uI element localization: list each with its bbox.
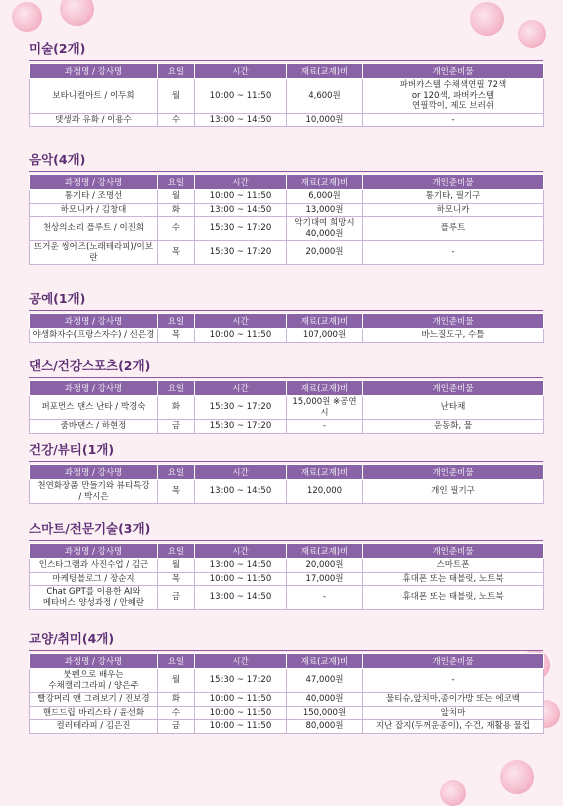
supplies-cell: 앞치마	[363, 706, 544, 720]
column-header: 개인준비물	[363, 381, 544, 396]
section-smart-tech	[29, 520, 543, 610]
supplies-cell: 물티슈,앞치마,종이가방 또는 에코백	[363, 693, 544, 707]
table-row	[30, 706, 544, 720]
course-instructor-cell: 줌바댄스 / 하현정	[30, 420, 158, 434]
table-row	[30, 79, 544, 114]
time-cell: 15:30 ~ 17:20	[195, 420, 287, 434]
table-header-row	[30, 465, 544, 480]
section-title: 음악(4개)	[29, 152, 86, 167]
day-cell: 금	[158, 720, 195, 734]
day-cell: 목	[158, 480, 195, 504]
course-table	[29, 313, 544, 343]
fee-cell: -	[287, 586, 363, 610]
course-instructor-cell: 보타니컬아트 / 이두희	[30, 79, 158, 114]
column-header: 시간	[195, 314, 287, 329]
section-music	[29, 151, 543, 265]
time-cell: 13:00 ~ 14:50	[195, 559, 287, 573]
fee-cell: -	[287, 420, 363, 434]
supplies-cell: 하모니카	[363, 203, 544, 217]
column-header: 재료(교재)비	[287, 654, 363, 669]
day-cell: 월	[158, 559, 195, 573]
section-divider	[29, 540, 543, 541]
table-row	[30, 113, 544, 127]
day-cell: 금	[158, 420, 195, 434]
fee-cell: 13,000원	[287, 203, 363, 217]
supplies-cell: 휴대폰 또는 태블릿, 노트북	[363, 572, 544, 586]
column-header: 개인준비물	[363, 465, 544, 480]
section-title: 미술(2개)	[29, 41, 86, 56]
course-instructor-cell: 붓펜으로 배우는 수채캘리그라피 / 양은주	[30, 669, 158, 693]
supplies-cell: -	[363, 113, 544, 127]
fee-cell: 107,000원	[287, 329, 363, 343]
day-cell: 목	[158, 329, 195, 343]
table-header-row	[30, 544, 544, 559]
supplies-cell: 바느질도구, 수틀	[363, 329, 544, 343]
fee-cell: 40,000원	[287, 693, 363, 707]
course-instructor-cell: 인스타그램과 사진수업 / 김근	[30, 559, 158, 573]
course-table	[29, 380, 544, 434]
supplies-cell: 운동화, 물	[363, 420, 544, 434]
section-culture-hobby	[29, 630, 543, 734]
section-craft	[29, 290, 543, 343]
supplies-cell: 통기타, 필기구	[363, 190, 544, 204]
column-header: 요일	[158, 64, 195, 79]
course-instructor-cell: 컬러테라피 / 김은진	[30, 720, 158, 734]
column-header: 재료(교재)비	[287, 465, 363, 480]
section-title: 공예(1개)	[29, 291, 86, 306]
section-dance-sports	[29, 357, 543, 434]
column-header: 요일	[158, 175, 195, 190]
course-table	[29, 464, 544, 504]
supplies-cell: 난타채	[363, 396, 544, 420]
day-cell: 수	[158, 113, 195, 127]
fee-cell: 150,000원	[287, 706, 363, 720]
time-cell: 10:00 ~ 11:50	[195, 706, 287, 720]
column-header: 시간	[195, 64, 287, 79]
table-header-row	[30, 381, 544, 396]
course-instructor-cell: 뜨거운 씽어즈(노래테라피)/이보란	[30, 241, 158, 265]
cherry-blossom-decoration	[500, 760, 534, 794]
column-header: 개인준비물	[363, 654, 544, 669]
fee-cell: 4,600원	[287, 79, 363, 114]
day-cell: 월	[158, 669, 195, 693]
fee-cell: 20,000원	[287, 559, 363, 573]
column-header: 시간	[195, 465, 287, 480]
table-header-row	[30, 64, 544, 79]
table-header-row	[30, 314, 544, 329]
table-row	[30, 559, 544, 573]
course-table	[29, 174, 544, 265]
section-title: 교양/취미(4개)	[29, 631, 115, 646]
day-cell: 화	[158, 396, 195, 420]
table-header-row	[30, 175, 544, 190]
section-divider	[29, 171, 543, 172]
fee-cell: 47,000원	[287, 669, 363, 693]
course-instructor-cell: 천상의소리 플루트 / 이진희	[30, 217, 158, 241]
table-header-row	[30, 654, 544, 669]
section-divider	[29, 377, 543, 378]
column-header: 개인준비물	[363, 314, 544, 329]
column-header: 과정명 / 강사명	[30, 465, 158, 480]
table-row	[30, 480, 544, 504]
time-cell: 13:00 ~ 14:50	[195, 113, 287, 127]
column-header: 과정명 / 강사명	[30, 381, 158, 396]
section-title: 건강/뷰티(1개)	[29, 442, 115, 457]
course-instructor-cell: 빨강머리 앤 그려보기 / 진보경	[30, 693, 158, 707]
time-cell: 13:00 ~ 14:50	[195, 586, 287, 610]
supplies-cell: 개인 필기구	[363, 480, 544, 504]
section-title: 댄스/건강스포츠(2개)	[29, 358, 151, 373]
section-art	[29, 40, 543, 127]
column-header: 과정명 / 강사명	[30, 544, 158, 559]
day-cell: 금	[158, 586, 195, 610]
course-instructor-cell: 뎃생과 유화 / 이용수	[30, 113, 158, 127]
column-header: 재료(교재)비	[287, 175, 363, 190]
day-cell: 월	[158, 79, 195, 114]
supplies-cell: 휴대폰 또는 태블릿, 노트북	[363, 586, 544, 610]
column-header: 요일	[158, 381, 195, 396]
fee-cell: 10,000원	[287, 113, 363, 127]
supplies-cell: 플루트	[363, 217, 544, 241]
time-cell: 10:00 ~ 11:50	[195, 190, 287, 204]
table-row	[30, 241, 544, 265]
fee-cell: 20,000원	[287, 241, 363, 265]
day-cell: 화	[158, 693, 195, 707]
column-header: 재료(교재)비	[287, 381, 363, 396]
course-instructor-cell: 천연화장품 만들기와 뷰티특강 / 박시은	[30, 480, 158, 504]
time-cell: 10:00 ~ 11:50	[195, 329, 287, 343]
fee-cell: 17,000원	[287, 572, 363, 586]
column-header: 과정명 / 강사명	[30, 175, 158, 190]
course-instructor-cell: 하모니카 / 김창대	[30, 203, 158, 217]
column-header: 요일	[158, 654, 195, 669]
table-row	[30, 396, 544, 420]
day-cell: 목	[158, 572, 195, 586]
section-divider	[29, 461, 543, 462]
supplies-cell: 스마트폰	[363, 559, 544, 573]
course-instructor-cell: 퍼포먼스 댄스 난타 / 박경숙	[30, 396, 158, 420]
cherry-blossom-decoration	[60, 0, 94, 26]
section-divider	[29, 650, 543, 651]
fee-cell: 악기대여 희망시 40,000원	[287, 217, 363, 241]
cherry-blossom-decoration	[440, 780, 466, 806]
time-cell: 15:30 ~ 17:20	[195, 217, 287, 241]
cherry-blossom-decoration	[470, 2, 504, 36]
table-row	[30, 720, 544, 734]
time-cell: 13:00 ~ 14:50	[195, 480, 287, 504]
column-header: 재료(교재)비	[287, 314, 363, 329]
column-header: 과정명 / 강사명	[30, 64, 158, 79]
section-title: 스마트/전문기술(3개)	[29, 521, 151, 536]
column-header: 과정명 / 강사명	[30, 314, 158, 329]
day-cell: 목	[158, 241, 195, 265]
course-instructor-cell: 핸드드립 바리스타 / 윤선화	[30, 706, 158, 720]
column-header: 요일	[158, 465, 195, 480]
column-header: 개인준비물	[363, 175, 544, 190]
course-table	[29, 63, 544, 127]
supplies-cell: 지난 잡지(두꺼운종이), 수건, 재활용 물컵	[363, 720, 544, 734]
course-instructor-cell: 야생화자수(프랑스자수) / 신은경	[30, 329, 158, 343]
section-divider	[29, 310, 543, 311]
column-header: 시간	[195, 654, 287, 669]
column-header: 개인준비물	[363, 544, 544, 559]
course-instructor-cell: Chat GPT를 이용한 AI와 메타버스 양성과정 / 안혜란	[30, 586, 158, 610]
table-row	[30, 203, 544, 217]
time-cell: 10:00 ~ 11:50	[195, 720, 287, 734]
cherry-blossom-decoration	[12, 2, 42, 32]
time-cell: 10:00 ~ 11:50	[195, 693, 287, 707]
column-header: 시간	[195, 381, 287, 396]
table-row	[30, 669, 544, 693]
supplies-cell: -	[363, 241, 544, 265]
table-row	[30, 217, 544, 241]
time-cell: 15:30 ~ 17:20	[195, 396, 287, 420]
time-cell: 15:30 ~ 17:20	[195, 669, 287, 693]
course-instructor-cell: 마케팅블로그 / 장순지	[30, 572, 158, 586]
supplies-cell: 파버카스텔 수채색연필 72색 or 120색, 파버카스텔 연필깍이, 제도 브러쉬	[363, 79, 544, 114]
fee-cell: 15,000원 ※공연시	[287, 396, 363, 420]
table-row	[30, 693, 544, 707]
table-row	[30, 586, 544, 610]
time-cell: 13:00 ~ 14:50	[195, 203, 287, 217]
table-row	[30, 572, 544, 586]
column-header: 요일	[158, 314, 195, 329]
course-instructor-cell: 통기타 / 조명선	[30, 190, 158, 204]
time-cell: 10:00 ~ 11:50	[195, 79, 287, 114]
time-cell: 10:00 ~ 11:50	[195, 572, 287, 586]
day-cell: 월	[158, 190, 195, 204]
table-row	[30, 329, 544, 343]
section-divider	[29, 60, 543, 61]
table-row	[30, 420, 544, 434]
time-cell: 15:30 ~ 17:20	[195, 241, 287, 265]
course-table	[29, 543, 544, 610]
column-header: 시간	[195, 175, 287, 190]
supplies-cell: -	[363, 669, 544, 693]
section-health-beauty	[29, 441, 543, 504]
column-header: 요일	[158, 544, 195, 559]
fee-cell: 120,000	[287, 480, 363, 504]
column-header: 개인준비물	[363, 64, 544, 79]
fee-cell: 80,000원	[287, 720, 363, 734]
column-header: 시간	[195, 544, 287, 559]
fee-cell: 6,000원	[287, 190, 363, 204]
column-header: 과정명 / 강사명	[30, 654, 158, 669]
day-cell: 화	[158, 203, 195, 217]
course-table	[29, 653, 544, 734]
day-cell: 수	[158, 706, 195, 720]
column-header: 재료(교재)비	[287, 64, 363, 79]
column-header: 재료(교재)비	[287, 544, 363, 559]
day-cell: 수	[158, 217, 195, 241]
table-row	[30, 190, 544, 204]
